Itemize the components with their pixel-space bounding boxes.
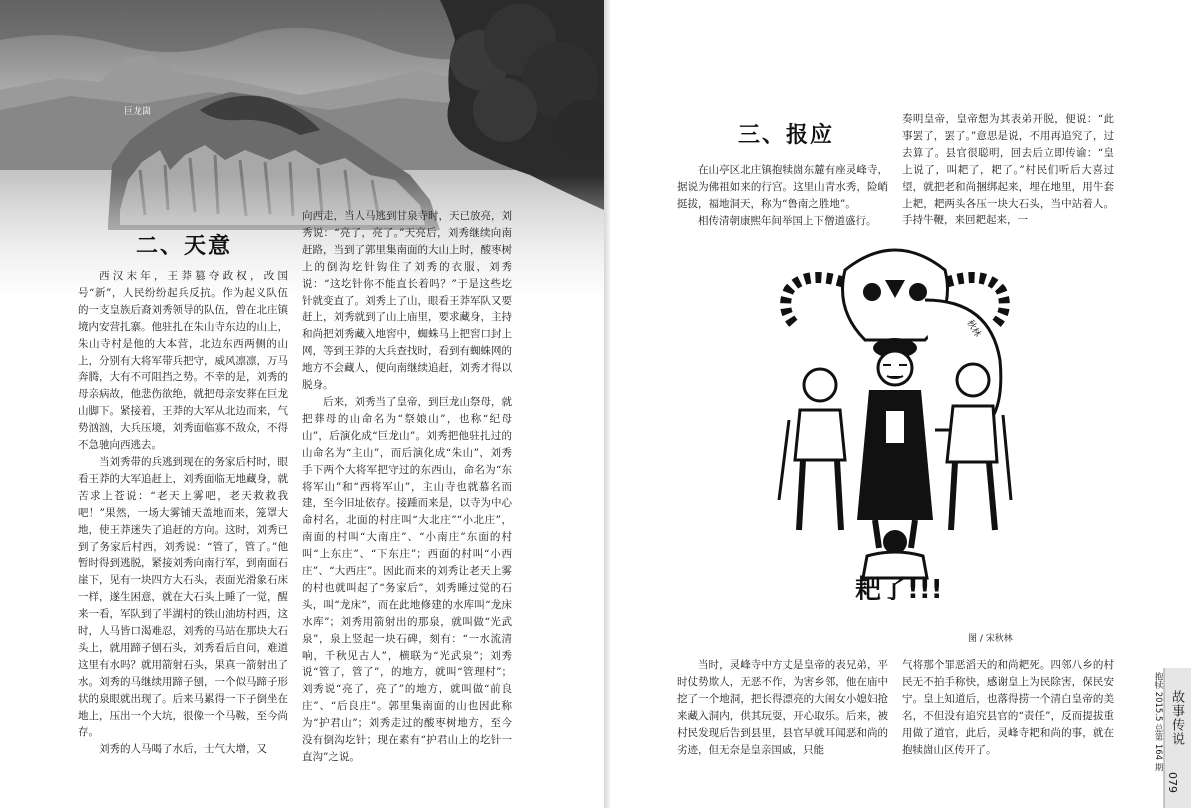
paragraph: 相传清朝康熙年间举国上下僧道盛行。 (698, 214, 877, 227)
paragraph: 向西走，当人马逃到甘泉寺时，天已放亮，刘秀说：“亮了，亮了。”天亮后，刘秀继续向南赶路，当到了郭里集南面的大山上时，酸枣树上的倒沟圪针钩住了刘秀的衣服，刘秀说：“这圪针你不能直长着吗？”于是这些圪针就变直了。刘秀上了山，眼看王莽军队又要赶上，刘秀就到了山上庙里，要求藏身，主持和尚把刘秀藏入地窖中，蜘蛛马上把窖口封上网，等到王莽的大兵查找时，看到有蜘蛛网的地方不会藏人，便向南继续追赶，刘秀才得以脱身。 (302, 210, 512, 392)
paragraph: 奏明皇帝，皇帝想为其表弟开脱，便说：“此事罢了，罢了。”意思是说，不用再追究了，过去算了。县官很聪明，回去后立即传谕：“皇上说了，叫耙了，耙了。”村民们听后大喜过望，就把老和尚捆绑起来，埋在地里，用牛套上耙，耙两头各压一块大石头，当中站着人。手持牛鞭，来回耙起来，一 (902, 113, 1114, 227)
paragraph: 刘秀的人马喝了水后，士气大增，又 (99, 743, 267, 756)
paragraph: 在山亭区北庄镇抱犊崮东麓有座灵峰寺，据说为佛祖如来的行宫。这里山青水秀，险峭挺拔，福地洞天，称为“鲁南之胜地”。 (677, 164, 888, 210)
illustration-caption: 图 / 宋秋林 (968, 634, 1013, 644)
photo-caption: 巨龙崮 (124, 107, 152, 117)
ink-illustration (775, 230, 1015, 600)
right-column-top-left (677, 162, 888, 230)
paragraph: 气将那个罪恶滔天的和尚耙死。四邻八乡的村民无不拍手称快，感谢皇上为民除害，保民安宁。皇上知道后，也落得捞一个清白皇帝的美名，不但没有追究县官的“责任”，反而提拔重用做了道官，此后，灵峰寺耙和尚的事，就在抱犊崮山区传开了。 (902, 659, 1114, 756)
paragraph: 当刘秀带的兵逃到现在的务家后村时，眼看王莽的大军追赶上，刘秀面临无地藏身，就苦求上苍说：“老天上雾吧，老天救救我吧！”果然，一场大雾铺天盖地而来，笼罩大地，使王莽迷失了追赶的方向。这时，刘秀已到了务家后村西，刘秀说：“管了，管了。”他暂时得到逃脱，紧接刘秀向南行军，到南面石崖下，见有一块四方大石头，表面光滑象石床一样，遂生困意，就在大石头上睡了一觉，醒来一看，军队到了半湖村的铁山油坊村西，这时，人马皆口渴难忍，刘秀的马站在那块大石头上，就用蹄子刨石头，刘秀看后自问，难道这里有水吗？就用箭射石头，果真一箭射出了水。刘秀的马继续用蹄子刨，一个似马蹄子形状的泉眼就出现了。后来马累得一下子倒坐在地上，压出一个大坑，很像一个马鞍，至今尚存。 (78, 455, 288, 739)
journal-issue-label: 抱犊 2015.5 总第 164 期 (1153, 672, 1163, 772)
section-title-tianyi: 二、天意 (136, 234, 233, 259)
paragraph: 后来，刘秀当了皇帝，到巨龙山祭母，就把葬母的山命名为“祭娘山”，也称“纪母山”，后演化成“巨龙山”。刘秀把他驻扎过的山命名为“主山”，而后演化成“朱山”，刘秀手下两个大将军把守过的东西山，命名为“东将军山”和“西将军山”，主山寺也就慕名而建，至今旧址依存。接踵而来是，以寺为中心命村名，北面的村庄叫“大北庄”“小北庄”，南面的村叫“大南庄”、“小南庄”东面的村叫“上东庄”、“下东庄”；西面的村叫“小西庄”、“大西庄”。因此而来的刘秀让老天上雾的村也就叫起了“务家后”，刘秀睡过觉的石头，叫“龙床”，而在此地修建的水库叫“龙床水库”；刘秀用箭射出的那泉，就叫做“光武泉”，泉上竖起一块石碑，刻有：“一水流清响，千秋见古人”，横联为“光武泉”；刘秀说“管了，管了”，的地方，就叫“管理村”；刘秀说“亮了，亮了”的地方，就叫做“前良庄”、“后良庄”。郭里集南面的山也因此称为“护君山”；刘秀走过的酸枣树地方，至今没有倒沟圪针；现在素有“护君山上的圪针一直沟”之说。 (302, 395, 512, 763)
left-column-2 (302, 208, 512, 766)
page-number: 079 (1166, 772, 1179, 793)
right-column-top-right (902, 111, 1114, 229)
column-name-label: 故事传说 (1169, 690, 1184, 746)
section-title-baoying: 三、报应 (738, 123, 835, 148)
right-column-bottom-right (902, 657, 1114, 758)
right-column-bottom-left (677, 657, 888, 758)
paragraph: 当时，灵峰寺中方丈是皇帝的表兄弟，平时仗势欺人，无恶不作，为害乡邻，他在庙中挖了一个地洞，把长得漂亮的大闺女小媳妇抢来藏入洞内，供其玩耍，开心取乐。后来，被村民发现后告到县里，县官早就耳闻恶和尚的劣迹，但无奈是皇亲国戚，只能 (677, 659, 888, 756)
paragraph: 西汉末年，王莽篡夺政权，改国号“新”，人民纷纷起兵反抗。作为起义队伍的一支皇族后裔刘秀领导的队伍，曾在北庄镇境内安营扎寨。他驻扎在朱山寺东边的山上，朱山寺村是他的大本营，北边东西两侧的山上，分别有大将军带兵把守，威风凛凛，万马奔腾，大有不可阻挡之势。不幸的是，刘秀的母亲病故，他悲伤欲绝，就把母亲安葬在巨龙山脚下。紧接着，王莽的大军从北边而来，气势汹汹，大兵压境，刘秀面临寡不敌众，不得不急驰向西逃去。 (78, 270, 288, 452)
illustration-text: 耙了!!! (855, 575, 943, 600)
illustration-signature: 秋林 (964, 318, 983, 340)
left-column-1 (78, 268, 288, 758)
